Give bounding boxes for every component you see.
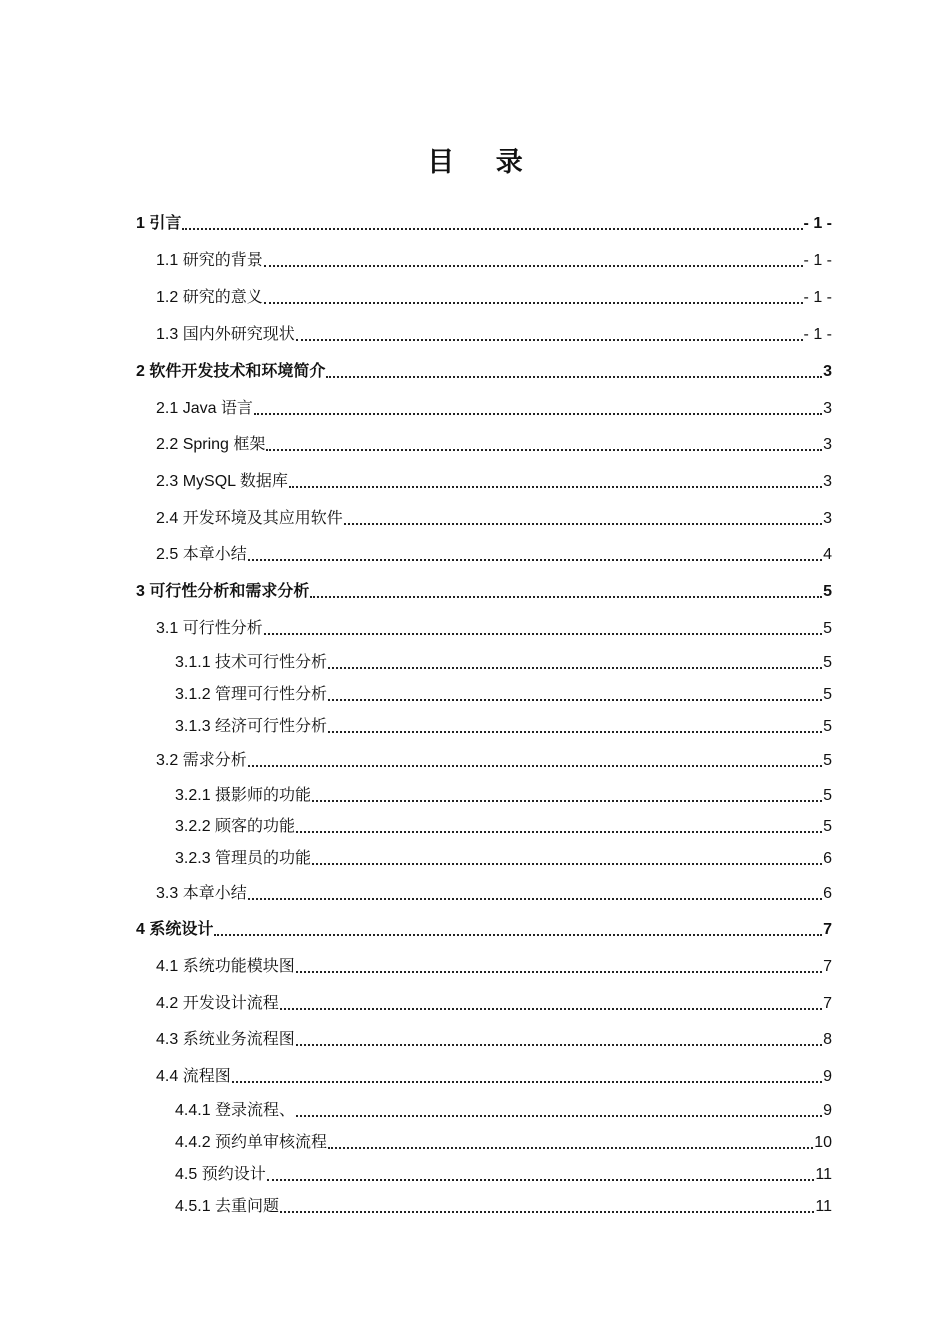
toc-entry[interactable] [0, 880, 832, 904]
toc-entry[interactable] [0, 1026, 832, 1050]
toc-page-number: 7 [823, 995, 832, 1012]
toc-entry-label: 3.1 可行性分析 [156, 620, 263, 637]
toc-page-number: 11 [815, 1198, 832, 1215]
toc-entry-label: 1 引言 [136, 215, 182, 232]
toc-entry-label: 3.3 本章小结 [156, 885, 247, 902]
toc-page-number: 3 [823, 363, 832, 380]
toc-page-number: 3 [823, 510, 832, 527]
toc-entry-label: 1.2 研究的意义 [156, 289, 263, 306]
toc-entry[interactable] [0, 505, 832, 529]
toc-entry-label: 2.4 开发环境及其应用软件 [156, 510, 343, 527]
toc-page-number: 6 [823, 850, 832, 867]
toc-entry[interactable] [0, 1129, 832, 1153]
dot-leader [248, 897, 822, 900]
toc-entry-label: 4.5 预约设计 [175, 1166, 266, 1183]
toc-entry[interactable] [0, 1097, 832, 1121]
toc-page-number: 7 [823, 958, 832, 975]
toc-entry-label: 4.1 系统功能模块图 [156, 958, 295, 975]
toc-entry-label: 2.3 MySQL 数据库 [156, 473, 288, 490]
toc-entry[interactable] [0, 782, 832, 806]
dot-leader [328, 698, 822, 701]
dot-leader [296, 1114, 822, 1117]
toc-entry[interactable] [0, 578, 832, 602]
toc-entry[interactable] [0, 247, 832, 271]
dot-leader [267, 1178, 815, 1181]
dot-leader [264, 632, 822, 635]
toc-entry[interactable] [0, 649, 832, 673]
toc-page-number: 5 [823, 620, 832, 637]
dot-leader [280, 1007, 822, 1010]
toc-entry[interactable] [0, 713, 832, 737]
toc-page-number: 5 [823, 752, 832, 769]
toc-entry-label: 3.2 需求分析 [156, 752, 247, 769]
toc-entry[interactable] [0, 1063, 832, 1087]
toc-page-number: 6 [823, 885, 832, 902]
toc-entry[interactable] [0, 431, 832, 455]
toc-entry-label: 4.4.2 预约单审核流程 [175, 1134, 328, 1151]
toc-entry-label: 3.1.1 技术可行性分析 [175, 654, 328, 671]
toc-page-number: 3 [823, 473, 832, 490]
toc-entry[interactable] [0, 1161, 832, 1185]
toc-page-number: 5 [823, 787, 832, 804]
toc-page-number: - 1 - [803, 289, 832, 306]
toc-page-number: - 1 - [803, 326, 832, 343]
dot-leader [264, 301, 803, 304]
dot-leader [328, 1146, 813, 1149]
toc-entry-label: 4.2 开发设计流程 [156, 995, 279, 1012]
toc-page-number: 11 [815, 1166, 832, 1183]
dot-leader [312, 799, 822, 802]
dot-leader [289, 485, 822, 488]
toc-entry[interactable] [0, 845, 832, 869]
toc-entry[interactable] [0, 358, 832, 382]
toc-entry[interactable] [0, 1193, 832, 1217]
dot-leader [280, 1210, 814, 1213]
toc-entry-label: 4 系统设计 [136, 921, 214, 938]
toc-entry-label: 1.1 研究的背景 [156, 252, 263, 269]
dot-leader [296, 970, 822, 973]
toc-page-number: 4 [823, 546, 832, 563]
toc-page-number: - 1 - [803, 215, 832, 232]
dot-leader [214, 933, 822, 936]
toc-page-number: 9 [823, 1068, 832, 1085]
toc-entry[interactable] [0, 747, 832, 771]
toc-entry-label: 2.1 Java 语言 [156, 400, 253, 417]
toc-entry[interactable] [0, 210, 832, 234]
dot-leader [296, 830, 822, 833]
dot-leader [264, 264, 803, 267]
toc-entry-label: 2.5 本章小结 [156, 546, 247, 563]
dot-leader [232, 1080, 822, 1083]
toc-entry[interactable] [0, 541, 832, 565]
toc-entry-label: 3.2.2 顾客的功能 [175, 818, 296, 835]
toc-page-number: 5 [823, 686, 832, 703]
dot-leader [296, 1043, 822, 1046]
toc-entry-label: 3.1.2 管理可行性分析 [175, 686, 328, 703]
toc-entry[interactable] [0, 813, 832, 837]
toc-entry-label: 4.4.1 登录流程、 [175, 1102, 296, 1119]
dot-leader [296, 338, 803, 341]
dot-leader [328, 666, 822, 669]
toc-page-number: 3 [823, 436, 832, 453]
toc-entry-label: 2 软件开发技术和环境简介 [136, 363, 326, 380]
dot-leader [312, 862, 822, 865]
dot-leader [326, 375, 822, 378]
toc-entry-label: 3.1.3 经济可行性分析 [175, 718, 328, 735]
dot-leader [182, 227, 802, 230]
toc-page-number: 5 [823, 718, 832, 735]
toc-entry[interactable] [0, 321, 832, 345]
toc-entry[interactable] [0, 953, 832, 977]
toc-page-number: 5 [823, 583, 832, 600]
toc-entry[interactable] [0, 681, 832, 705]
dot-leader [310, 595, 822, 598]
dot-leader [254, 412, 822, 415]
toc-entry-label: 3 可行性分析和需求分析 [136, 583, 310, 600]
toc-entry[interactable] [0, 284, 832, 308]
toc-page-number: 3 [823, 400, 832, 417]
toc-entry-label: 4.4 流程图 [156, 1068, 231, 1085]
toc-entry-label: 4.3 系统业务流程图 [156, 1031, 295, 1048]
toc-entry-label: 1.3 国内外研究现状 [156, 326, 295, 343]
toc-entry[interactable] [0, 468, 832, 492]
toc-page-number: 9 [823, 1102, 832, 1119]
toc-entry-label: 4.5.1 去重问题 [175, 1198, 280, 1215]
toc-page-number: 5 [823, 818, 832, 835]
toc-entry[interactable] [0, 990, 832, 1014]
dot-leader [344, 522, 822, 525]
page-title: 目 录 [427, 147, 539, 178]
dot-leader [266, 448, 822, 451]
dot-leader [248, 764, 822, 767]
toc-page-number: 7 [823, 921, 832, 938]
toc-page-number: 5 [823, 654, 832, 671]
toc-entry-label: 3.2.1 摄影师的功能 [175, 787, 312, 804]
toc-page-number: 10 [814, 1134, 832, 1151]
toc-entry[interactable] [0, 395, 832, 419]
toc-entry[interactable] [0, 615, 832, 639]
dot-leader [248, 558, 822, 561]
toc-entry-label: 2.2 Spring 框架 [156, 436, 266, 453]
toc-entry-label: 3.2.3 管理员的功能 [175, 850, 312, 867]
toc-page-number: - 1 - [803, 252, 832, 269]
toc-entry[interactable] [0, 916, 832, 940]
toc-page-number: 8 [823, 1031, 832, 1048]
dot-leader [328, 730, 822, 733]
